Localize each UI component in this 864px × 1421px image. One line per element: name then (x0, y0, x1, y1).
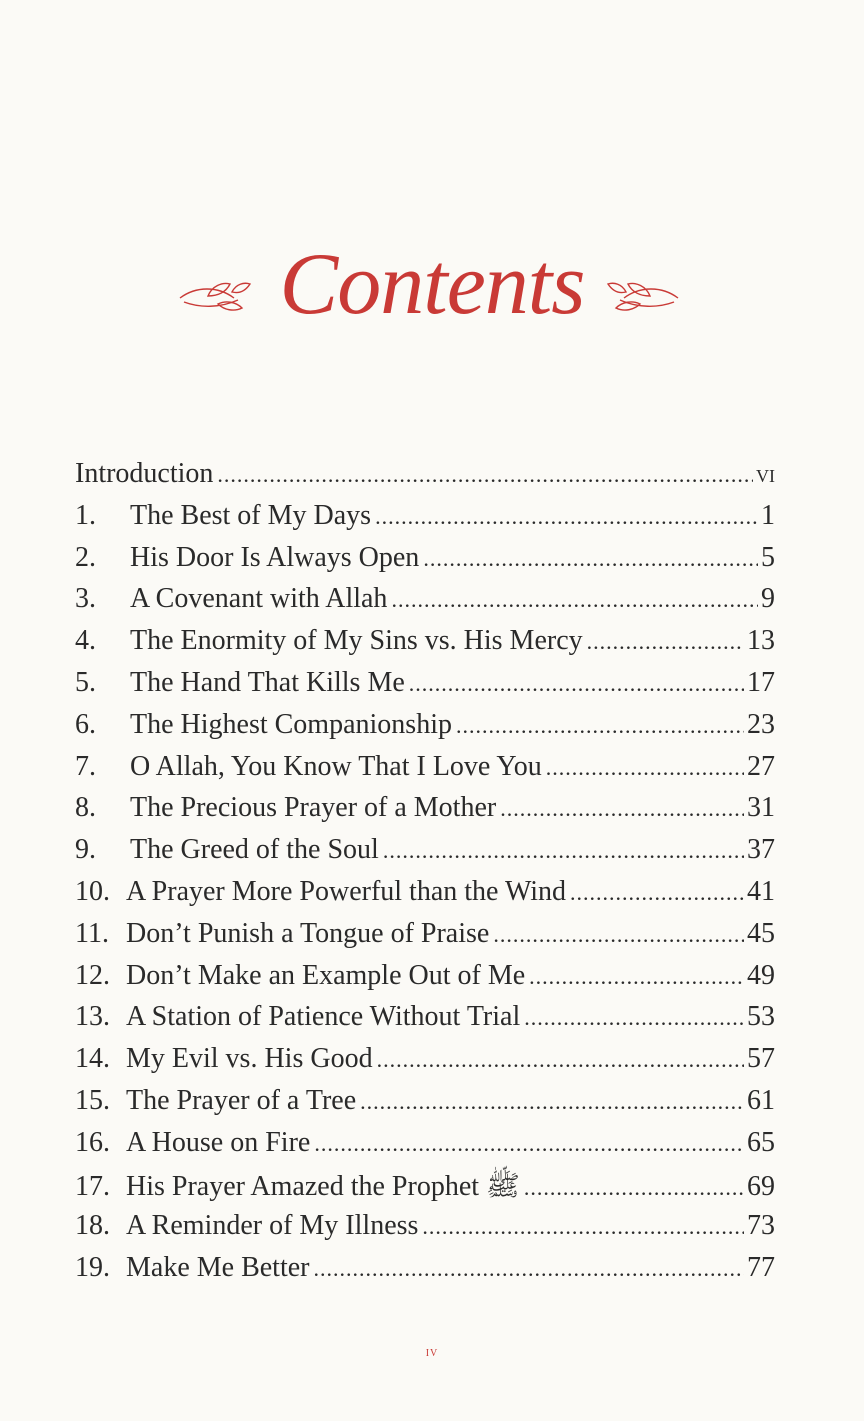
dot-leader (587, 629, 744, 655)
toc-entry-page: 73 (747, 1210, 775, 1242)
page-title: Contents (279, 236, 585, 333)
toc-entry-number: 11. (75, 917, 109, 949)
toc-entry[interactable] (75, 918, 775, 960)
toc-entry[interactable] (75, 709, 775, 751)
toc-entry-number: 13. (75, 1001, 110, 1033)
toc-entry-number: 19. (75, 1252, 110, 1284)
toc-entry-page: 37 (747, 834, 775, 866)
dot-leader (375, 504, 758, 530)
contents-heading (0, 230, 864, 340)
toc-entry[interactable] (75, 960, 775, 1002)
toc-entry-number: 12. (75, 959, 110, 991)
leaf-flourish-icon (606, 278, 680, 318)
toc-entry-page: 77 (747, 1252, 775, 1284)
toc-entry[interactable] (75, 1085, 775, 1127)
toc-entry-number: 5. (75, 666, 96, 698)
dot-leader (570, 880, 744, 906)
toc-entry[interactable] (75, 1127, 775, 1169)
toc-entry-page: 57 (747, 1043, 775, 1075)
toc-entry-page: vi (756, 459, 775, 488)
dot-leader (383, 838, 744, 864)
toc-entry-title: Don’t Punish a Tongue of Praise (126, 917, 490, 949)
dot-leader (493, 922, 744, 948)
toc-entry-page: 9 (761, 583, 775, 615)
toc-entry-number: 1. (75, 499, 96, 531)
toc-entry-page: 65 (747, 1126, 775, 1158)
toc-entry-number: 3. (75, 583, 96, 615)
dot-leader (422, 1214, 744, 1240)
toc-entry[interactable] (75, 792, 775, 834)
toc-entry-number: 2. (75, 541, 96, 573)
toc-entry-page: 5 (761, 541, 775, 573)
toc-entry-number: 8. (75, 792, 96, 824)
table-of-contents (75, 458, 775, 1294)
toc-entry[interactable] (75, 834, 775, 876)
toc-entry[interactable] (75, 876, 775, 918)
toc-entry[interactable] (75, 1252, 775, 1294)
toc-entry[interactable] (75, 1043, 775, 1085)
dot-leader (524, 1005, 744, 1031)
toc-entry-number: 14. (75, 1043, 110, 1075)
toc-entry-title: His Prayer Amazed the Prophet ﷺ (126, 1170, 520, 1202)
toc-entry-page: 23 (747, 708, 775, 740)
toc-entry-page: 13 (747, 625, 775, 657)
dot-leader (377, 1047, 744, 1073)
toc-entry[interactable] (75, 1210, 775, 1252)
toc-entry-title: A Reminder of My Illness (126, 1210, 419, 1242)
toc-entry-page: 49 (747, 959, 775, 991)
toc-entry-number: 16. (75, 1126, 110, 1158)
toc-entry-page: 31 (747, 792, 775, 824)
toc-entry[interactable] (75, 625, 775, 667)
dot-leader (314, 1256, 745, 1282)
toc-entry-page: 41 (747, 875, 775, 907)
toc-entry[interactable] (75, 542, 775, 584)
dot-leader (360, 1089, 744, 1115)
dot-leader (423, 546, 758, 572)
dot-leader (524, 1175, 744, 1201)
dot-leader (529, 964, 744, 990)
page-number: iv (425, 1345, 439, 1360)
toc-entry-title: The Precious Prayer of a Mother (130, 792, 497, 824)
toc-entry-title: A Covenant with Allah (130, 583, 388, 615)
toc-entry-title: The Best of My Days (130, 499, 372, 531)
dot-leader (409, 671, 744, 697)
toc-entry[interactable] (75, 751, 775, 793)
toc-entry-introduction[interactable] (75, 458, 775, 500)
toc-entry[interactable] (75, 500, 775, 542)
toc-entry-title: Make Me Better (126, 1252, 310, 1284)
toc-entry-number: 18. (75, 1210, 110, 1242)
toc-entry-number: 6. (75, 708, 96, 740)
toc-entry-title: His Door Is Always Open (130, 541, 420, 573)
toc-entry-page: 27 (747, 750, 775, 782)
toc-entry-page: 45 (747, 917, 775, 949)
toc-entry-page: 1 (761, 499, 775, 531)
toc-entry-title: A House on Fire (126, 1126, 311, 1158)
toc-entry-title: A Station of Patience Without Trial (126, 1001, 521, 1033)
toc-entry-title: The Greed of the Soul (130, 834, 379, 866)
toc-entry-number: 9. (75, 834, 96, 866)
toc-entry-title: The Enormity of My Sins vs. His Mercy (130, 625, 583, 657)
toc-entry-number: 7. (75, 750, 96, 782)
toc-entry-title: The Highest Companionship (130, 708, 452, 740)
toc-entry-page: 53 (747, 1001, 775, 1033)
toc-entry-number: 10. (75, 875, 110, 907)
toc-entry-number: 4. (75, 625, 96, 657)
toc-entry[interactable] (75, 583, 775, 625)
toc-entry-number: 15. (75, 1084, 110, 1116)
toc-entry[interactable] (75, 667, 775, 709)
toc-entry-title: The Hand That Kills Me (130, 666, 405, 698)
toc-entry-number: 17. (75, 1170, 110, 1202)
toc-entry-title: O Allah, You Know That I Love You (130, 750, 542, 782)
toc-entry[interactable] (75, 1169, 775, 1211)
toc-entry-page: 61 (747, 1084, 775, 1116)
dot-leader (500, 796, 744, 822)
toc-entry-title: My Evil vs. His Good (126, 1043, 373, 1075)
toc-entry-page: 17 (747, 666, 775, 698)
toc-entry-page: 69 (747, 1170, 775, 1202)
dot-leader (546, 755, 744, 781)
toc-entry-title: Introduction (75, 458, 214, 489)
toc-entry-title: The Prayer of a Tree (126, 1084, 357, 1116)
dot-leader (217, 462, 753, 488)
toc-entry[interactable] (75, 1001, 775, 1043)
dot-leader (314, 1131, 744, 1157)
dot-leader (456, 713, 744, 739)
toc-entry-title: Don’t Make an Example Out of Me (126, 959, 526, 991)
dot-leader (391, 587, 758, 613)
toc-entry-title: A Prayer More Powerful than the Wind (126, 875, 567, 907)
